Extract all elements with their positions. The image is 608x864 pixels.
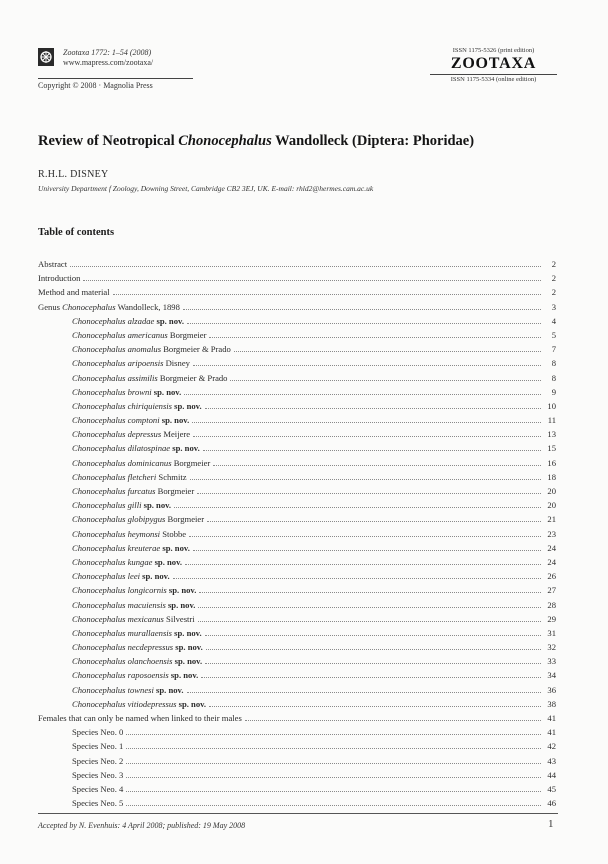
- toc-entry-label: [38, 259, 67, 269]
- article-title: [38, 133, 474, 150]
- toc-entry-page: 20: [547, 486, 556, 496]
- toc-entry-nov: sp. nov.: [168, 670, 199, 681]
- toc-entry-name: Chonocephalus raposoensis: [72, 670, 169, 681]
- toc-entry-label: [72, 770, 123, 780]
- toc-entry-nov: sp. nov.: [153, 684, 184, 695]
- toc-entry-page: 8: [551, 372, 556, 383]
- toc-entry[interactable]: [38, 642, 556, 656]
- toc-entry-label: [72, 358, 190, 368]
- toc-entry-name: Chonocephalus heymonsi: [72, 528, 161, 539]
- toc-entry[interactable]: [38, 571, 556, 585]
- toc-entry-page: 26: [547, 571, 556, 582]
- toc-entry-label: [38, 713, 242, 723]
- toc-dot-leader: [185, 564, 541, 565]
- toc-dot-leader: [83, 280, 541, 281]
- toc-entry-name: Chonocephalus furcatus: [72, 486, 156, 496]
- toc-entry-nov: sp. nov.: [151, 386, 182, 397]
- toc-entry-name: Chonocephalus americanus: [72, 329, 168, 340]
- toc-entry-nov: sp. nov.: [172, 656, 203, 667]
- toc-dot-leader: [213, 465, 541, 466]
- toc-entry[interactable]: [38, 656, 556, 670]
- toc-entry[interactable]: [38, 784, 556, 798]
- toc-entry-page: 36: [547, 684, 556, 695]
- toc-entry[interactable]: [38, 614, 556, 628]
- toc-entry-page: 41: [547, 713, 556, 723]
- toc-entry[interactable]: [38, 514, 556, 528]
- toc-entry-name: Chonocephalus kungae: [72, 556, 153, 567]
- toc-entry-label: [38, 287, 110, 297]
- toc-dot-leader: [198, 607, 541, 608]
- toc-entry-page: 3: [551, 301, 556, 312]
- toc-dot-leader: [201, 677, 541, 678]
- toc-entry-suffix: Borgmeier: [171, 457, 211, 468]
- issn-online: ISSN 1175-5334 (online edition): [450, 76, 537, 83]
- toc-dot-leader: [126, 748, 541, 749]
- toc-entry-suffix: Wandolleck, 1898: [115, 301, 180, 312]
- toc-entry-text: Method and material: [38, 287, 110, 298]
- toc-entry[interactable]: [38, 727, 556, 741]
- toc-entry[interactable]: [38, 529, 556, 543]
- toc-entry-text: Species Neo. 4: [72, 783, 124, 794]
- toc-entry[interactable]: [38, 387, 556, 401]
- toc-entry-nov: sp. nov.: [140, 571, 170, 582]
- toc-entry-page: 33: [547, 656, 556, 667]
- toc-entry-page: 41: [547, 727, 556, 738]
- toc-entry-label: [72, 458, 210, 468]
- toc-entry-label: [38, 302, 180, 312]
- toc-entry-suffix: Meijere: [161, 429, 191, 440]
- toc-entry-name: Chonocephalus browni: [72, 386, 152, 397]
- toc-entry-name: Chonocephalus leei: [72, 571, 141, 582]
- toc-entry-page: 11: [547, 415, 556, 426]
- toc-entry-name: Chonocephalus globipygus: [72, 514, 166, 525]
- toc-entry-page: 20: [547, 500, 556, 511]
- toc-entry-name: Chonocephalus macuiensis: [72, 599, 166, 610]
- journal-citation: Zootaxa 1772: 1–54 (2008): [63, 48, 152, 57]
- toc-dot-leader: [234, 351, 541, 352]
- toc-entry-page: 9: [551, 386, 556, 397]
- toc-entry-nov: sp. nov.: [166, 585, 197, 596]
- magnolia-press-logo-icon: [38, 48, 54, 66]
- toc-entry-page: 42: [547, 741, 556, 752]
- toc-entry-label: [72, 600, 195, 610]
- toc-entry-name: Chonocephalus assimilis: [72, 372, 158, 383]
- toc-entry-text: Species Neo. 3: [72, 769, 124, 780]
- toc-entry-nov: sp. nov.: [141, 500, 172, 511]
- toc-dot-leader: [198, 621, 541, 622]
- toc-entry-page: 16: [547, 457, 556, 468]
- toc-entry[interactable]: [38, 415, 556, 429]
- toc-entry-name: Chonocephalus anomalus: [72, 344, 162, 355]
- toc-entry-name: Chonocephalus alzadae: [72, 315, 155, 326]
- toc-entry-label: [72, 585, 196, 595]
- copyright-line: Copyright © 2008 · Magnolia Press: [38, 81, 153, 90]
- toc-entry[interactable]: [38, 486, 556, 500]
- toc-dot-leader: [183, 309, 541, 310]
- toc-entry-page: 43: [547, 755, 556, 766]
- toc-entry-label: [72, 443, 200, 453]
- toc-dot-leader: [205, 408, 541, 409]
- toc-entry-page: 2: [551, 273, 556, 284]
- toc-entry-page: 15: [547, 443, 556, 454]
- toc-entry-label: [72, 514, 204, 524]
- toc-entry-suffix: Borgmeier & Prado: [157, 372, 228, 383]
- toc-entry-label: [72, 486, 194, 496]
- toc-dot-leader: [126, 777, 541, 778]
- toc-entry-label: [72, 500, 171, 510]
- toc-entry[interactable]: [38, 443, 556, 457]
- toc-entry-name: Chonocephalus dominicanus: [72, 457, 172, 468]
- title-end: Wandolleck (Diptera: Phoridae): [271, 133, 475, 149]
- toc-dot-leader: [209, 337, 541, 338]
- toc-entry-page: 8: [551, 358, 556, 369]
- table-of-contents: [38, 259, 556, 812]
- page-number: 1: [548, 818, 554, 830]
- toc-entry-name: Chonocephalus depressus: [72, 429, 162, 440]
- toc-entry[interactable]: [38, 741, 556, 755]
- toc-entry-name: Chonocephalus kreuterae: [72, 542, 161, 553]
- toc-entry-nov: sp. nov.: [170, 443, 200, 454]
- toc-entry[interactable]: [38, 358, 556, 372]
- toc-entry-suffix: Stobbe: [160, 528, 187, 539]
- toc-entry-name: Chonocephalus: [62, 301, 116, 312]
- toc-entry-page: 21: [547, 514, 556, 525]
- toc-entry-page: 7: [551, 344, 556, 355]
- toc-dot-leader: [205, 663, 541, 664]
- toc-entry[interactable]: [38, 401, 556, 415]
- toc-entry-page: 18: [547, 471, 556, 482]
- toc-entry-label: [72, 529, 186, 539]
- toc-entry-label: [72, 330, 206, 340]
- toc-entry-label: [72, 373, 227, 383]
- toc-entry-page: 31: [547, 627, 556, 638]
- toc-dot-leader: [203, 450, 541, 451]
- toc-entry[interactable]: [38, 273, 556, 287]
- toc-entry-name: Chonocephalus gilli: [72, 500, 142, 511]
- toc-dot-leader: [126, 805, 541, 806]
- toc-entry-name: Chonocephalus townesi: [72, 684, 154, 695]
- toc-entry[interactable]: [38, 600, 556, 614]
- toc-dot-leader: [209, 706, 541, 707]
- toc-entry-text: Species Neo. 1: [72, 741, 124, 752]
- toc-entry-label: [38, 273, 80, 283]
- header-rule-right: [430, 74, 557, 75]
- toc-dot-leader: [192, 422, 541, 423]
- toc-dot-leader: [174, 507, 541, 508]
- toc-entry-page: 2: [551, 287, 556, 298]
- toc-dot-leader: [187, 323, 541, 324]
- toc-entry-name: Chonocephalus chiriquiensis: [72, 400, 173, 411]
- title-start: Review of Neotropical: [38, 133, 179, 149]
- toc-entry-name: Chonocephalus necdepressus: [72, 642, 174, 653]
- toc-entry-page: 13: [547, 429, 556, 440]
- toc-entry-label: [72, 699, 206, 709]
- toc-entry-label: [72, 784, 123, 794]
- author-name: R.H.L. DISNEY: [38, 169, 109, 180]
- toc-entry-label: [72, 387, 181, 397]
- toc-entry[interactable]: [38, 344, 556, 358]
- toc-entry-text: Abstract: [38, 259, 68, 269]
- toc-entry-page: 27: [547, 585, 556, 596]
- author-affiliation: University Department f Zoology, Downing Street, Cambridge CB2 3EJ, UK. E-mail: rhld2@hermes.cam.ac.uk: [38, 184, 374, 193]
- toc-entry-page: 46: [547, 798, 556, 809]
- toc-entry-page: 44: [547, 769, 556, 780]
- toc-entry-page: 45: [547, 783, 556, 794]
- zootaxa-brand: ZOOTAXA: [450, 55, 537, 72]
- toc-entry-nov: sp. nov.: [165, 599, 196, 610]
- toc-entry-text: Introduction: [38, 273, 81, 284]
- toc-entry[interactable]: [38, 543, 556, 557]
- toc-entry-text: Species Neo. 0: [72, 727, 124, 738]
- toc-entry[interactable]: [38, 628, 556, 642]
- toc-dot-leader: [205, 635, 541, 636]
- toc-entry[interactable]: [38, 259, 556, 273]
- footer-rule: [38, 813, 558, 814]
- toc-dot-leader: [126, 734, 541, 735]
- toc-entry[interactable]: [38, 699, 556, 713]
- toc-entry-nov: sp. nov.: [154, 315, 184, 326]
- toc-entry-text: Species Neo. 5: [72, 798, 124, 809]
- toc-dot-leader: [126, 791, 541, 792]
- toc-dot-leader: [230, 380, 541, 381]
- toc-entry-nov: sp. nov.: [172, 627, 202, 638]
- toc-dot-leader: [113, 294, 541, 295]
- toc-entry-label: [72, 656, 202, 666]
- toc-entry-label: [72, 429, 190, 439]
- journal-header-right: [430, 47, 557, 84]
- toc-entry-nov: sp. nov.: [172, 400, 202, 411]
- toc-entry-suffix: Borgmeier: [167, 329, 207, 340]
- toc-dot-leader: [184, 394, 541, 395]
- toc-dot-leader: [189, 536, 541, 537]
- toc-dot-leader: [70, 266, 541, 267]
- toc-entry-nov: sp. nov.: [160, 542, 190, 553]
- toc-entry-name: Chonocephalus dilatospinae: [72, 443, 171, 454]
- toc-entry-label: [72, 472, 187, 482]
- toc-entry-page: 23: [547, 528, 556, 539]
- toc-entry-label: [72, 557, 182, 567]
- toc-entry-label: [72, 756, 123, 766]
- toc-entry[interactable]: [38, 756, 556, 770]
- toc-entry-nov: sp. nov.: [159, 415, 190, 426]
- journal-url[interactable]: www.mapress.com/zootaxa/: [63, 58, 154, 67]
- toc-entry-nov: sp. nov.: [152, 556, 183, 567]
- toc-entry[interactable]: [38, 685, 556, 699]
- toc-entry[interactable]: [38, 500, 556, 514]
- toc-entry-suffix: Borgmeier: [165, 514, 205, 525]
- header-rule-left: [38, 78, 193, 79]
- acceptance-note: Accepted by N. Evenhuis: 4 April 2008; published: 19 May 2008: [38, 821, 246, 830]
- toc-entry-name: Chonocephalus aripoensis: [72, 358, 164, 369]
- toc-dot-leader: [193, 436, 541, 437]
- toc-entry-label: [72, 415, 189, 425]
- toc-entry[interactable]: [38, 670, 556, 684]
- toc-entry[interactable]: [38, 713, 556, 727]
- toc-entry[interactable]: [38, 472, 556, 486]
- toc-entry-name: Chonocephalus olanchoensis: [72, 656, 173, 667]
- toc-entry[interactable]: [38, 373, 556, 387]
- toc-entry-page: 24: [547, 542, 556, 553]
- toc-entry-nov: sp. nov.: [173, 642, 203, 653]
- toc-entry-page: 28: [547, 599, 556, 610]
- toc-dot-leader: [245, 720, 541, 721]
- toc-entry[interactable]: [38, 302, 556, 316]
- toc-entry-label: [72, 685, 184, 695]
- toc-dot-leader: [190, 479, 541, 480]
- toc-entry-label: [72, 543, 190, 553]
- toc-entry-page: 2: [551, 259, 556, 269]
- toc-heading: Table of contents: [38, 227, 115, 238]
- toc-entry-label: [72, 401, 202, 411]
- toc-entry-name: Chonocephalus mexicanus: [72, 613, 164, 624]
- toc-dot-leader: [206, 649, 541, 650]
- toc-entry-text: Genus: [38, 301, 63, 312]
- toc-dot-leader: [193, 365, 541, 366]
- toc-entry-name: Chonocephalus longicornis: [72, 585, 167, 596]
- toc-entry-page: 38: [547, 698, 556, 709]
- issn-print: ISSN 1175-5326 (print edition): [452, 47, 535, 54]
- toc-entry-name: Chonocephalus murallaensis: [72, 627, 173, 638]
- toc-entry[interactable]: [38, 287, 556, 301]
- toc-entry-label: [72, 628, 202, 638]
- toc-entry[interactable]: [38, 458, 556, 472]
- toc-entry-page: 29: [547, 613, 556, 624]
- toc-dot-leader: [199, 592, 541, 593]
- toc-entry-name: Chonocephalus vitiodepressus: [72, 698, 177, 709]
- toc-entry-suffix: Disney: [163, 358, 190, 369]
- toc-entry-page: 24: [547, 556, 556, 567]
- toc-entry-suffix: Schmitz: [156, 471, 187, 482]
- toc-entry[interactable]: [38, 585, 556, 599]
- toc-entry-text: Species Neo. 2: [72, 755, 124, 766]
- toc-entry-label: [72, 727, 123, 737]
- title-genus: Chonocephalus: [178, 133, 272, 149]
- toc-entry-page: 32: [547, 642, 556, 653]
- toc-entry-text: Females that can only be named when linked to their males: [38, 713, 242, 723]
- toc-entry-page: 4: [551, 315, 556, 326]
- toc-dot-leader: [193, 550, 541, 551]
- toc-entry-label: [72, 344, 231, 354]
- toc-dot-leader: [207, 521, 541, 522]
- toc-entry-suffix: Silvestri: [163, 613, 195, 624]
- toc-entry-label: [72, 316, 184, 326]
- toc-dot-leader: [126, 763, 541, 764]
- toc-entry-name: Chonocephalus comptoni: [72, 415, 160, 426]
- toc-entry-nov: sp. nov.: [176, 698, 207, 709]
- toc-entry[interactable]: [38, 330, 556, 344]
- toc-entry-suffix: Borgmeier & Prado: [161, 344, 231, 355]
- toc-entry-page: 5: [551, 329, 556, 340]
- toc-entry-label: [72, 670, 198, 680]
- toc-entry[interactable]: [38, 798, 556, 812]
- toc-entry[interactable]: [38, 429, 556, 443]
- toc-entry-page: 34: [547, 670, 556, 681]
- toc-dot-leader: [173, 578, 541, 579]
- toc-entry-label: [72, 571, 170, 581]
- toc-entry-page: 10: [547, 400, 556, 411]
- toc-entry-label: [72, 614, 195, 624]
- toc-entry[interactable]: [38, 557, 556, 571]
- toc-entry[interactable]: [38, 770, 556, 784]
- toc-entry-label: [72, 798, 123, 808]
- toc-entry-name: Chonocephalus fletcheri: [72, 471, 157, 482]
- toc-entry[interactable]: [38, 316, 556, 330]
- toc-dot-leader: [197, 493, 541, 494]
- toc-entry-label: [72, 642, 203, 652]
- toc-dot-leader: [187, 692, 541, 693]
- toc-entry-label: [72, 741, 123, 751]
- toc-entry-suffix: Borgmeier: [155, 486, 195, 496]
